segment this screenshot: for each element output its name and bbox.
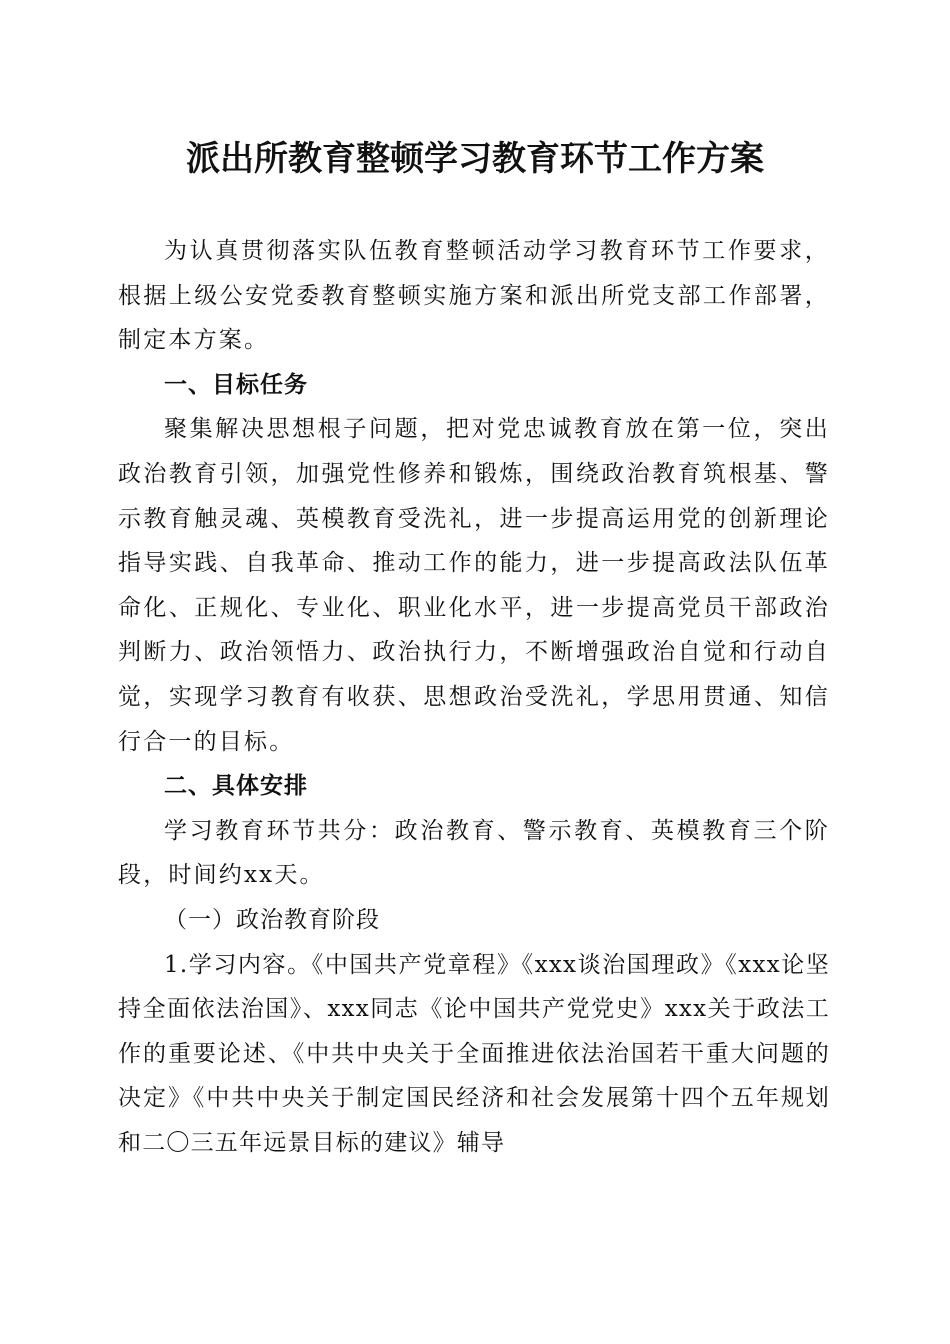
subsection-heading-political-education: （一）政治教育阶段 bbox=[164, 906, 380, 933]
intro-paragraph: 为认真贯彻落实队伍教育整顿活动学习教育环节工作要求，根据上级公安党委教育整顿实施方案和派出所党支部工作部署，制定本方案。 bbox=[118, 238, 830, 354]
study-content-paragraph: 1.学习内容。《中国共产党章程》《xxx谈治国理政》《xxx论坚持全面依法治国》、xxx同志《论中国共产党党史》xxx关于政法工作的重要论述、《中共中央关于全面推进依法治国若干重大问题的决定》《中共中央关于制定国民经济和社会发展第十四个五年规划和二〇三五年远景目标的建议》辅导 bbox=[118, 951, 830, 1156]
section-heading-goals: 一、目标任务 bbox=[164, 371, 308, 398]
section-heading-arrangement: 二、具体安排 bbox=[164, 773, 308, 800]
document-title: 派出所教育整顿学习教育环节工作方案 bbox=[186, 139, 764, 179]
arrangement-paragraph: 学习教育环节共分：政治教育、警示教育、英模教育三个阶段，时间约xx天。 bbox=[118, 817, 830, 889]
document-body bbox=[118, 229, 830, 1165]
goals-paragraph: 聚集解决思想根子问题，把对党忠诚教育放在第一位，突出政治教育引领，加强党性修养和锻炼，围绕政治教育筑根基、警示教育触灵魂、英模教育受洗礼，进一步提高运用党的创新理论指导实践、自我革命、推动工作的能力，进一步提高政法队伍革命化、正规化、专业化、职业化水平，进一步提高党员干部政治判断力、政治领悟力、政治执行力，不断增强政治自觉和行动自觉，实现学习教育有收获、思想政治受洗礼，学思用贯通、知信行合一的目标。 bbox=[118, 416, 830, 755]
